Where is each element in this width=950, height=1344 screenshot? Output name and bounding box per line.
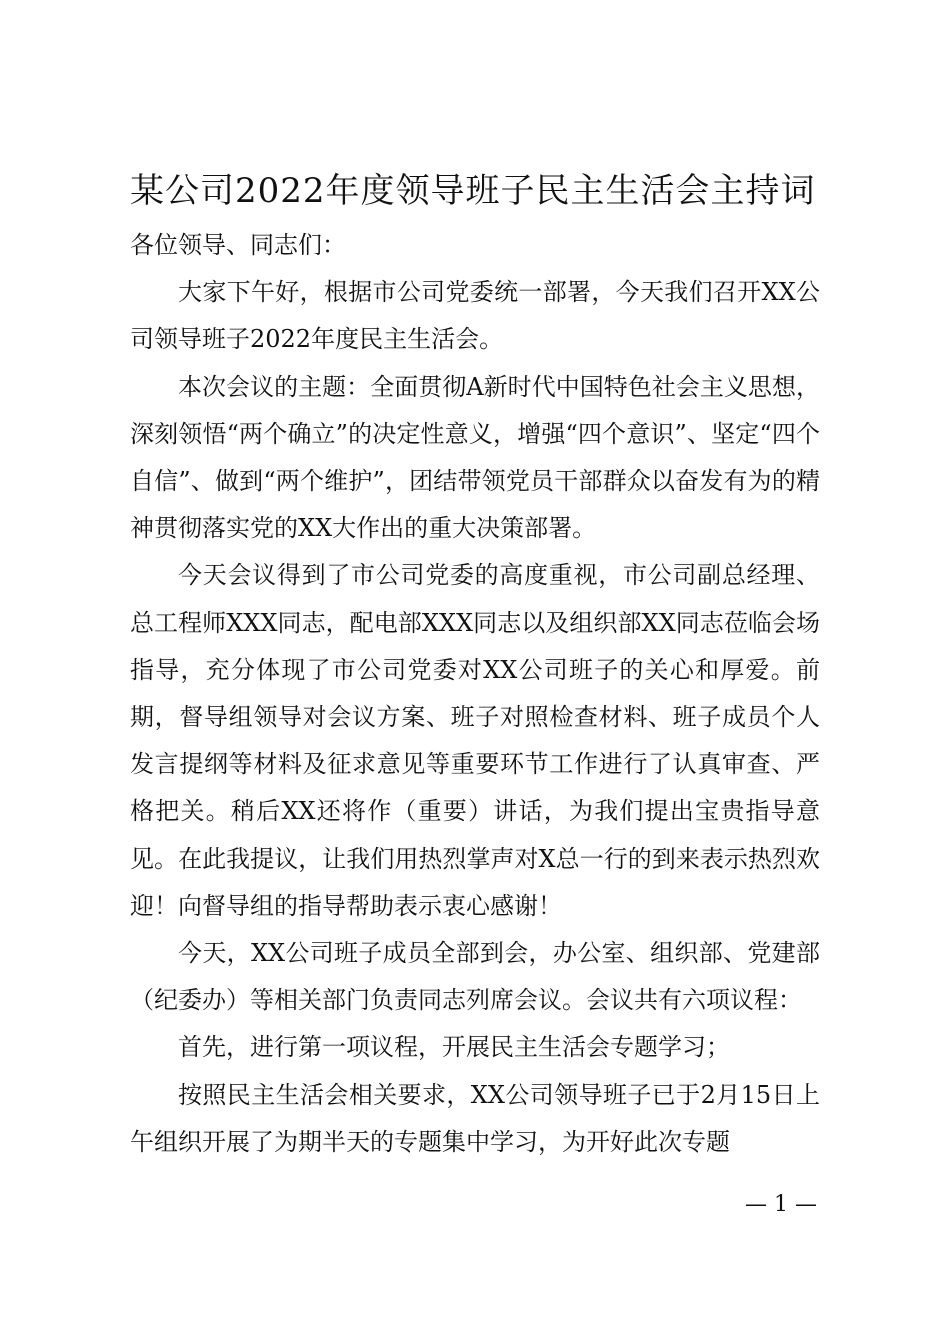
paragraph: 今天，XX公司班子成员全部到会，办公室、组织部、党建部（纪委办）等相关部门负责同志列席会议。会议共有六项议程： bbox=[130, 939, 820, 1015]
paragraph: 今天会议得到了市公司党委的高度重视，市公司副总经理、总工程师XXX同志，配电部XXX同志以及组织部XX同志莅临会场指导，充分体现了市公司党委对XX公司班子的关心和厚爱。前期，督导组领导对会议方案、班子对照检查材料、班子成员个人发言提纲等材料及征求意见等重要环节工作进行了认真审查、严格把关。稍后XX还将作（重要）讲话，为我们提出宝贵指导意见。在此我提议，让我们用热烈掌声对X总一行的到来表示热烈欢迎！向督导组的指导帮助表示衷心感谢！ bbox=[130, 561, 820, 920]
document-title: 某公司2022年度领导班子民主生活会主持词 bbox=[130, 171, 816, 211]
paragraph: 本次会议的主题：全面贯彻A新时代中国特色社会主义思想，深刻领悟“两个确立”的决定性意义，增强“四个意识”、坚定“四个自信”、做到“两个维护”，团结带领党员干部群众以奋发有为的精神贯彻落实党的XX大作出的重大决策部署。 bbox=[130, 372, 820, 543]
document-body bbox=[130, 222, 820, 1166]
paragraph: 按照民主生活会相关要求，XX公司领导班子已于2月15日上午组织开展了为期半天的专题集中学习，为开好此次专题 bbox=[130, 1080, 820, 1156]
paragraph: 首先，进行第一项议程，开展民主生活会专题学习； bbox=[178, 1033, 730, 1062]
page-number: — 1 — bbox=[745, 1192, 817, 1217]
salutation: 各位领导、同志们： bbox=[130, 231, 346, 259]
paragraph: 大家下午好，根据市公司党委统一部署，今天我们召开XX公司领导班子2022年度民主生活会。 bbox=[130, 278, 820, 354]
